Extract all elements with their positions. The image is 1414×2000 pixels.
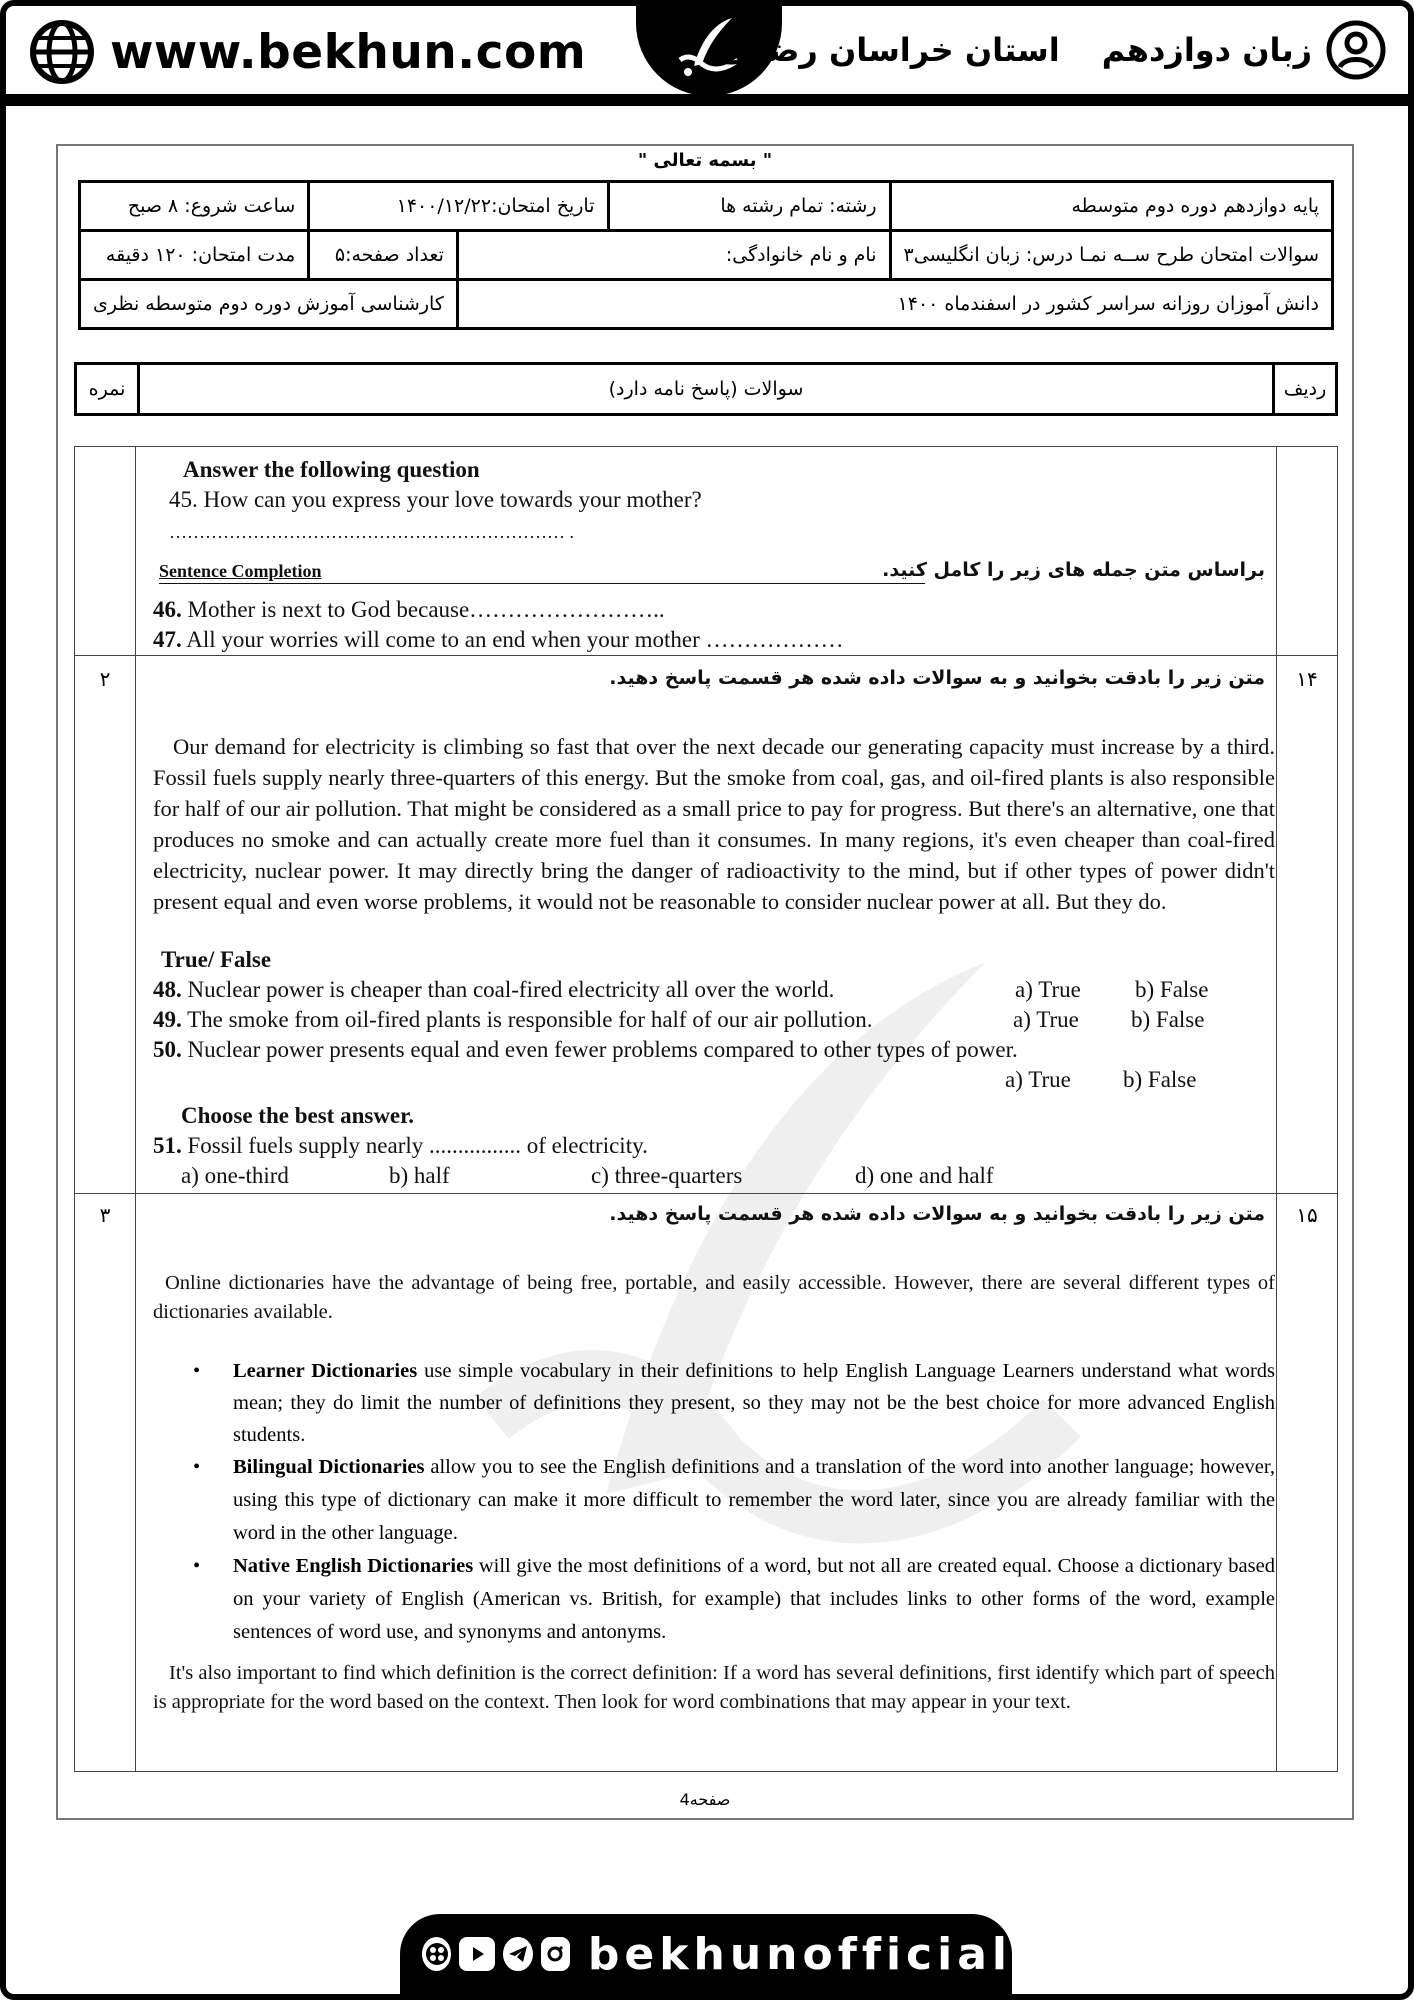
section-heading: Choose the best answer.: [181, 1103, 414, 1128]
question-number: 46.: [153, 597, 182, 622]
row-score: ۳: [99, 1203, 111, 1227]
bullet-icon: •: [193, 1555, 201, 1577]
site-url[interactable]: www.bekhun.com: [110, 24, 587, 80]
row-score: ۲: [99, 667, 111, 691]
dictionary-types-list: [153, 1355, 1275, 1649]
dictionary-intro: Online dictionaries have the advantage of being free, portable, and easily accessible. However, there are several different types of dictionaries available.: [153, 1272, 1275, 1323]
question-number: 51.: [153, 1133, 182, 1158]
reading-passage: Our demand for electricity is climbing so fast that over the next decade our generating capacity must increase by a third. Fossil fuels supply nearly three-quarters of this energy. But the smoke from coal, gas, and oil-fired plants is also responsible for half of our air pollution. That might be considered as a small price to pay for progress. But there's an alternative, one that produces no smoke and can actually create more fuel than it consumes. In many regions, it's even cheaper than coal-fired electricity, nuclear power. It may directly bring the danger of radioactivity to the mind, but if other types of power didn't present equal and even worse problems, it would not be reasonable to consider nuclear power at all. But they do.: [153, 734, 1275, 914]
grade-cell: پایه دوازدهم دوره دوم متوسطه: [890, 182, 1332, 231]
bullet-icon: •: [193, 1456, 201, 1478]
question-text: Nuclear power is cheaper than coal-fired electricity all over the world.: [187, 977, 835, 1002]
score-header: نمره: [77, 365, 140, 413]
question-45: 45. How can you express your love towards your mother?: [169, 487, 702, 512]
item-text: will give the most definitions of a word, but not all are created equal. Choose a dictionary based on your variety of English (American vs. British, for example) that includes links to other forms of the word, example sentences of word use, and synonyms and antonyms.: [233, 1555, 1275, 1643]
row-divider: [75, 1193, 1337, 1194]
option-false[interactable]: b) False: [1131, 1007, 1205, 1032]
item-text: use simple vocabulary in their definitions to help English Language Learners understand what words mean; they do limit the number of definitions they present, so they may not be the best choice for more advanced English students.: [233, 1360, 1276, 1446]
brand-heading: [719, 20, 1386, 80]
section-instruction: متن زیر را بادقت بخوانید و به سوالات داده شده هر قسمت پاسخ دهید.: [609, 667, 1265, 689]
list-item: [153, 1451, 1275, 1550]
globe-icon: [30, 20, 94, 84]
brand-province: استان خراسان رضوی: [719, 31, 1060, 69]
bismillah: " بسمه تعالی ": [637, 150, 773, 171]
question-number: 49.: [153, 1007, 182, 1032]
question-46: [153, 595, 665, 625]
site-link[interactable]: [30, 20, 586, 84]
option-true[interactable]: a) True: [1005, 1067, 1071, 1092]
question-51: [153, 1131, 648, 1161]
brand-title: زبان دوازدهم: [1101, 31, 1312, 69]
section-heading: True/ False: [161, 947, 272, 972]
section-heading: Answer the following question: [183, 457, 480, 482]
list-item: [153, 1355, 1275, 1451]
exam-sheet: [56, 144, 1354, 1820]
question-50: [153, 1035, 1018, 1065]
top-banner: [6, 6, 1408, 106]
question-47: [153, 625, 844, 655]
option-a[interactable]: a) one-third: [181, 1163, 289, 1188]
radif-column: [1276, 447, 1337, 1771]
option-b[interactable]: b) half: [389, 1163, 450, 1188]
question-number: 48.: [153, 977, 182, 1002]
aparat-icon[interactable]: [422, 1937, 451, 1971]
questions-header: سوالات (پاسخ نامه دارد): [608, 378, 804, 400]
question-text: Nuclear power presents equal and even fewer problems compared to other types of power.: [187, 1037, 1018, 1062]
question-text: All your worries will come to an end when your mother ………………: [186, 627, 844, 652]
social-footer: [400, 1914, 1012, 1994]
question-49: [153, 1005, 872, 1035]
question-text: The smoke from oil-fired plants is responsible for half of our air pollution.: [187, 1007, 873, 1032]
exam-date-cell: تاریخ امتحان:۱۴۰۰/۱۲/۲۲: [309, 182, 608, 231]
section-instruction: متن زیر را بادقت بخوانید و به سوالات داده شده هر قسمت پاسخ دهید.: [609, 1203, 1265, 1225]
option-false[interactable]: b) False: [1135, 977, 1209, 1002]
option-true[interactable]: a) True: [1015, 977, 1081, 1002]
questions-header-row: [74, 362, 1338, 416]
field-cell: رشته: تمام رشته ها: [608, 182, 890, 231]
answer-line: ………………………………………………………… .: [169, 522, 574, 542]
questions-body: [74, 446, 1338, 1772]
student-name-cell: نام و نام خانوادگی:: [457, 231, 890, 280]
sentence-completion-label: Sentence Completion: [159, 559, 925, 584]
instagram-icon[interactable]: [541, 1937, 570, 1971]
question-number: 47.: [153, 627, 182, 652]
dictionary-closing: It's also important to find which definition is the correct definition: If a word has several definitions, first identify which part of speech is appropriate for the word based on the context. Then look for word combinations that may appear in your text.: [153, 1662, 1275, 1713]
radif-header: ردیف: [1272, 365, 1335, 413]
item-title: Bilingual Dictionaries: [233, 1456, 425, 1478]
item-text: allow you to see the English definitions and a translation of the word into another language; however, using this type of dictionary can make it more difficult to remember the word later, since you are already familiar with the word in the other language.: [233, 1456, 1276, 1544]
duration-cell: مدت امتحان: ۱۲۰ دقیقه: [80, 231, 309, 280]
office-cell: کارشناسی آموزش دوره دوم متوسطه نظری: [80, 280, 458, 329]
list-item: [153, 1550, 1275, 1649]
telegram-icon[interactable]: [503, 1937, 532, 1971]
option-c[interactable]: c) three-quarters: [591, 1163, 743, 1188]
page-number: صفحه4: [679, 1790, 731, 1809]
item-title: Native English Dictionaries: [233, 1555, 474, 1577]
section-instruction: براساس متن جمله های زیر را کامل کنید.: [882, 559, 1265, 581]
item-title: Learner Dictionaries: [233, 1360, 418, 1382]
row-number: ۱۵: [1296, 1203, 1318, 1227]
bullet-icon: •: [193, 1360, 201, 1382]
page-count-cell: تعداد صفحه:۵: [309, 231, 458, 280]
youtube-icon[interactable]: [459, 1937, 495, 1971]
students-cell: دانش آموزان روزانه سراسر کشور در اسفندماه ۱۴۰۰: [457, 280, 1332, 329]
option-true[interactable]: a) True: [1013, 1007, 1079, 1032]
exam-info-table: [78, 180, 1334, 330]
user-icon: [1326, 20, 1386, 80]
subject-cell: سوالات امتحان طرح ســه نمـا درس: زبان انگلیسی۳: [890, 231, 1332, 280]
option-d[interactable]: d) one and half: [855, 1163, 994, 1188]
social-handle[interactable]: bekhunofficial: [587, 1928, 1012, 1980]
question-number: 50.: [153, 1037, 182, 1062]
score-column: [75, 447, 136, 1771]
question-text: Mother is next to God because……………………..: [187, 597, 665, 622]
row-divider: [75, 655, 1337, 656]
option-false[interactable]: b) False: [1123, 1067, 1197, 1092]
question-48: [153, 975, 834, 1005]
question-text: Fossil fuels supply nearly ................ of electricity.: [187, 1133, 648, 1158]
row-number: ۱۴: [1296, 667, 1318, 691]
start-time-cell: ساعت شروع: ۸ صبح: [80, 182, 309, 231]
